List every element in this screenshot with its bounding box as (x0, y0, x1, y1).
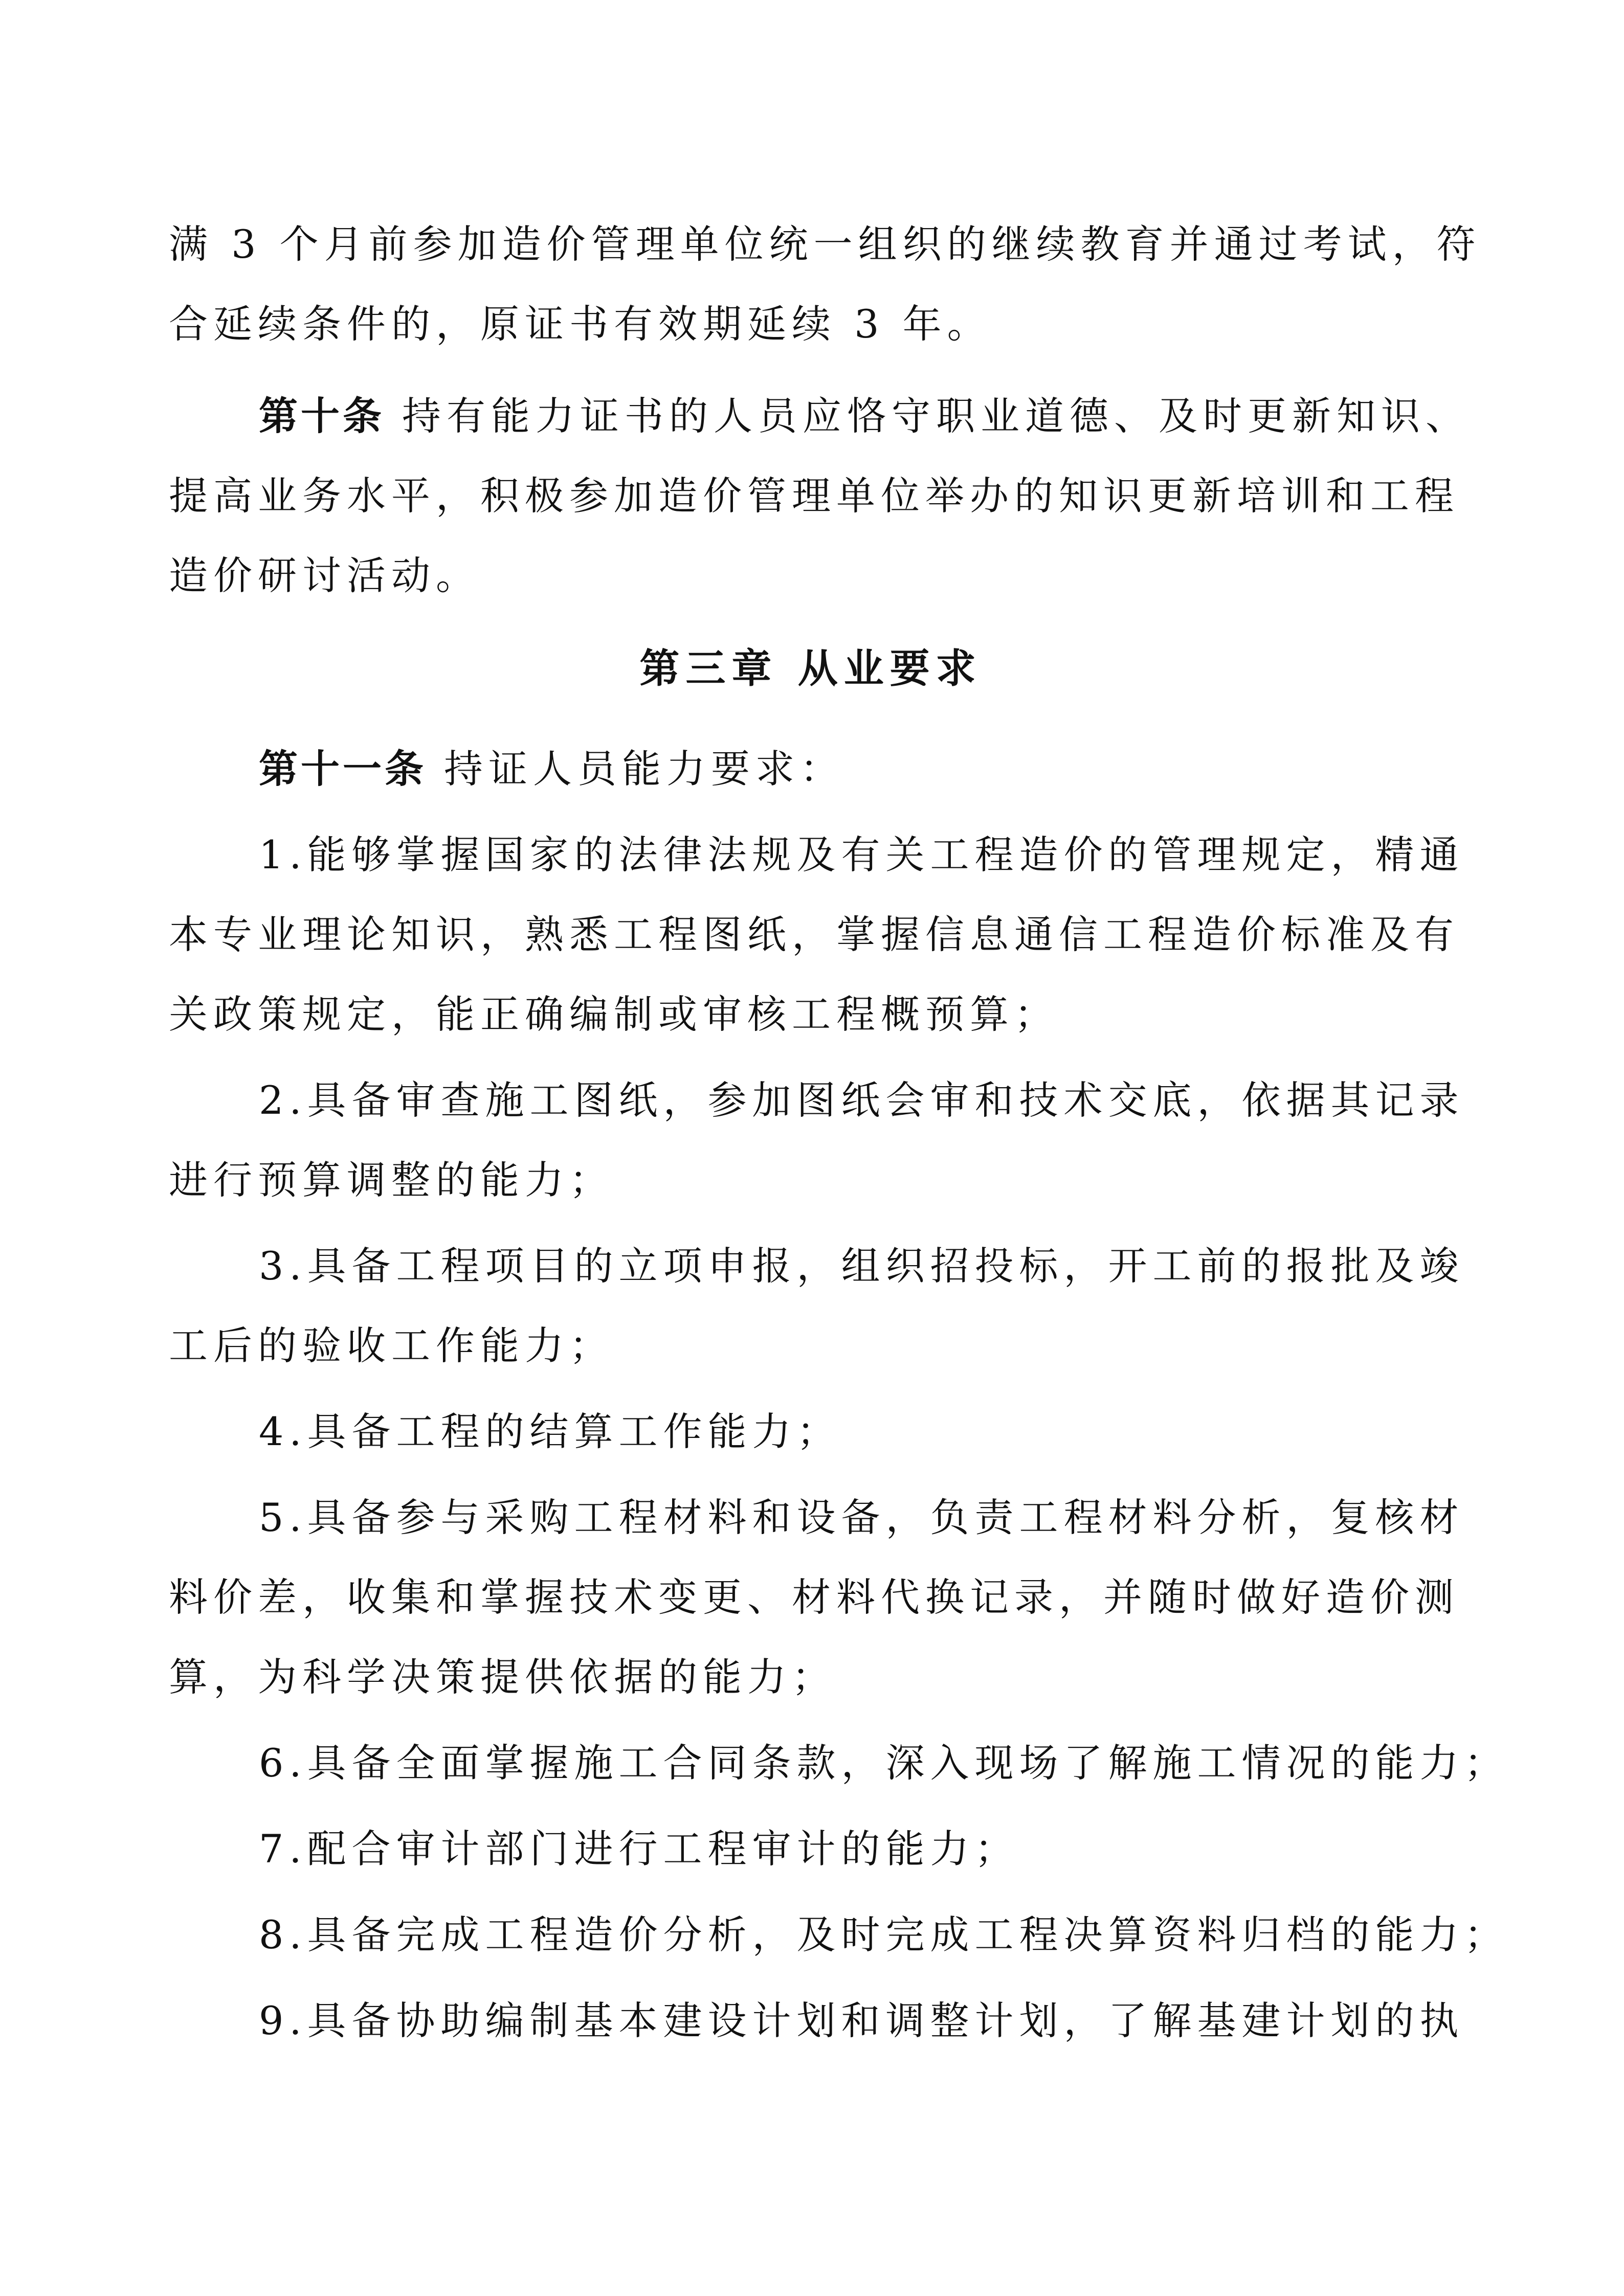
list-item-5-line: 料价差，收集和掌握技术变更、材料代换记录，并随时做好造价测 (169, 1574, 1459, 1620)
article-10-line: 造价研讨活动。 (169, 553, 480, 598)
list-item-5-line: 算，为科学决策提供依据的能力； (169, 1654, 836, 1700)
paragraph-line: 合延续条件的，原证书有效期延续 3 年。 (169, 301, 992, 347)
article-11-label: 第十一条 (259, 746, 427, 792)
list-item-4-line: 4.具备工程的结算工作能力； (259, 1409, 841, 1454)
list-item-9-line: 9.具备协助编制基本建设计划和调整计划，了解基建计划的执 (259, 1998, 1464, 2043)
list-item-8-line: 8.具备完成工程造价分析，及时完成工程决算资料归档的能力； (259, 1912, 1509, 1957)
chapter-heading: 第三章 从业要求 (639, 645, 982, 692)
list-item-5-line: 5.具备参与采购工程材料和设备，负责工程材料分析，复核材 (259, 1495, 1464, 1540)
list-item-3-line: 工后的验收工作能力； (169, 1323, 614, 1368)
article-10-text: 持有能力证书的人员应恪守职业道德、及时更新知识、 (402, 393, 1470, 439)
article-10-first-line (169, 376, 1470, 456)
paragraph-line: 满 3 个月前参加造价管理单位统一组织的继续教育并通过考试，符 (169, 221, 1481, 267)
article-11-line (169, 729, 1453, 809)
article-11-text: 持证人员能力要求： (444, 746, 844, 792)
list-item-3-line: 3.具备工程项目的立项申报，组织招投标，开工前的报批及竣 (259, 1243, 1464, 1289)
list-item-1-line: 关政策规定，能正确编制或审核工程概预算； (169, 992, 1059, 1037)
list-item-1-line: 1.能够掌握国家的法律法规及有关工程造价的管理规定，精通 (259, 832, 1464, 877)
list-item-7-line: 7.配合审计部门进行工程审计的能力； (259, 1826, 1019, 1872)
article-10-label: 第十条 (259, 393, 385, 439)
list-item-2-line: 2.具备审查施工图纸，参加图纸会审和技术交底，依据其记录 (259, 1077, 1464, 1123)
document-body (169, 205, 1509, 2061)
list-item-1-line: 本专业理论知识，熟悉工程图纸，掌握信息通信工程造价标准及有 (169, 912, 1459, 957)
article-10-line: 提高业务水平，积极参加造价管理单位举办的知识更新培训和工程 (169, 473, 1459, 519)
list-item-6-line: 6.具备全面掌握施工合同条款，深入现场了解施工情况的能力； (259, 1740, 1509, 1786)
list-item-2-line: 进行预算调整的能力； (169, 1157, 614, 1203)
